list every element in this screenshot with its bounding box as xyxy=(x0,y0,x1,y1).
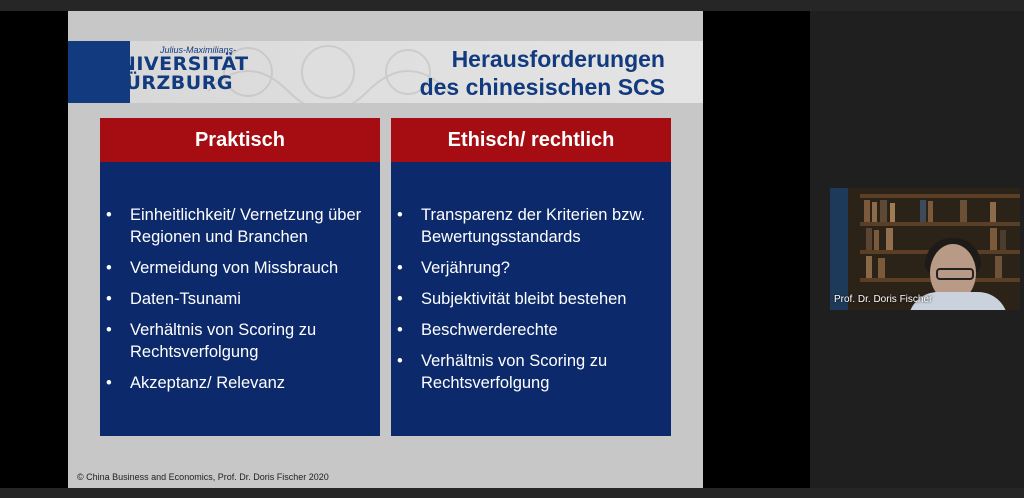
top-bar xyxy=(0,0,1024,11)
list-item: • Daten-Tsunami xyxy=(106,290,241,308)
participant-name-label: Prof. Dr. Doris Fischer xyxy=(834,294,933,305)
bullet-icon: • xyxy=(106,259,112,277)
list-item: • Vermeidung von Missbrauch xyxy=(106,259,339,277)
logo-line-2: WÜRZBURG xyxy=(104,72,233,94)
list-item: • Verhältnis von Scoring zu Rechtsverfolgung xyxy=(106,321,317,361)
list-item: • Verjährung? xyxy=(397,259,510,277)
bullet-icon: • xyxy=(397,321,403,339)
bullet-icon: • xyxy=(106,206,112,224)
bullet-icon: • xyxy=(106,374,112,392)
bullet-icon: • xyxy=(106,321,112,339)
slide-title-line-2: des chinesischen SCS xyxy=(419,74,665,100)
bullet-icon: • xyxy=(397,259,403,277)
list-item: • Verhältnis von Scoring zu Rechtsverfolgung xyxy=(397,352,608,392)
column-praktisch xyxy=(100,118,380,436)
column-ethisch-rechtlich xyxy=(391,118,671,436)
list-item: • Transparenz der Kriterien bzw. Bewertungsstandards xyxy=(397,206,646,246)
slide-title xyxy=(420,45,665,101)
bullet-list xyxy=(391,162,671,394)
list-item: • Akzeptanz/ Relevanz xyxy=(106,374,286,392)
list-item: • Subjektivität bleibt bestehen xyxy=(397,290,627,308)
list-item: • Einheitlichkeit/ Vernetzung über Regionen und Branchen xyxy=(106,206,362,246)
bookshelf-background xyxy=(830,188,1020,310)
bottom-bar xyxy=(0,488,1024,498)
bullet-icon: • xyxy=(106,290,112,308)
column-heading: Ethisch/ rechtlich xyxy=(391,118,671,162)
list-item: • Beschwerderechte xyxy=(397,321,558,339)
university-logo xyxy=(104,45,254,93)
bullet-icon: • xyxy=(397,206,403,224)
participant-video-tile[interactable] xyxy=(830,188,1020,310)
participant-glasses xyxy=(936,268,974,280)
slide-title-line-1: Herausforderungen xyxy=(451,46,665,72)
bullet-icon: • xyxy=(397,352,403,370)
bullet-icon: • xyxy=(397,290,403,308)
presentation-slide xyxy=(68,11,703,488)
logo-small-text: Julius-Maximilians- xyxy=(159,45,236,55)
bullet-list xyxy=(100,162,380,394)
slide-footer: © China Business and Economics, Prof. Dr. Doris Fischer 2020 xyxy=(77,472,329,482)
column-heading: Praktisch xyxy=(100,118,380,162)
logo-line-1: UNIVERSITÄT xyxy=(104,53,249,75)
